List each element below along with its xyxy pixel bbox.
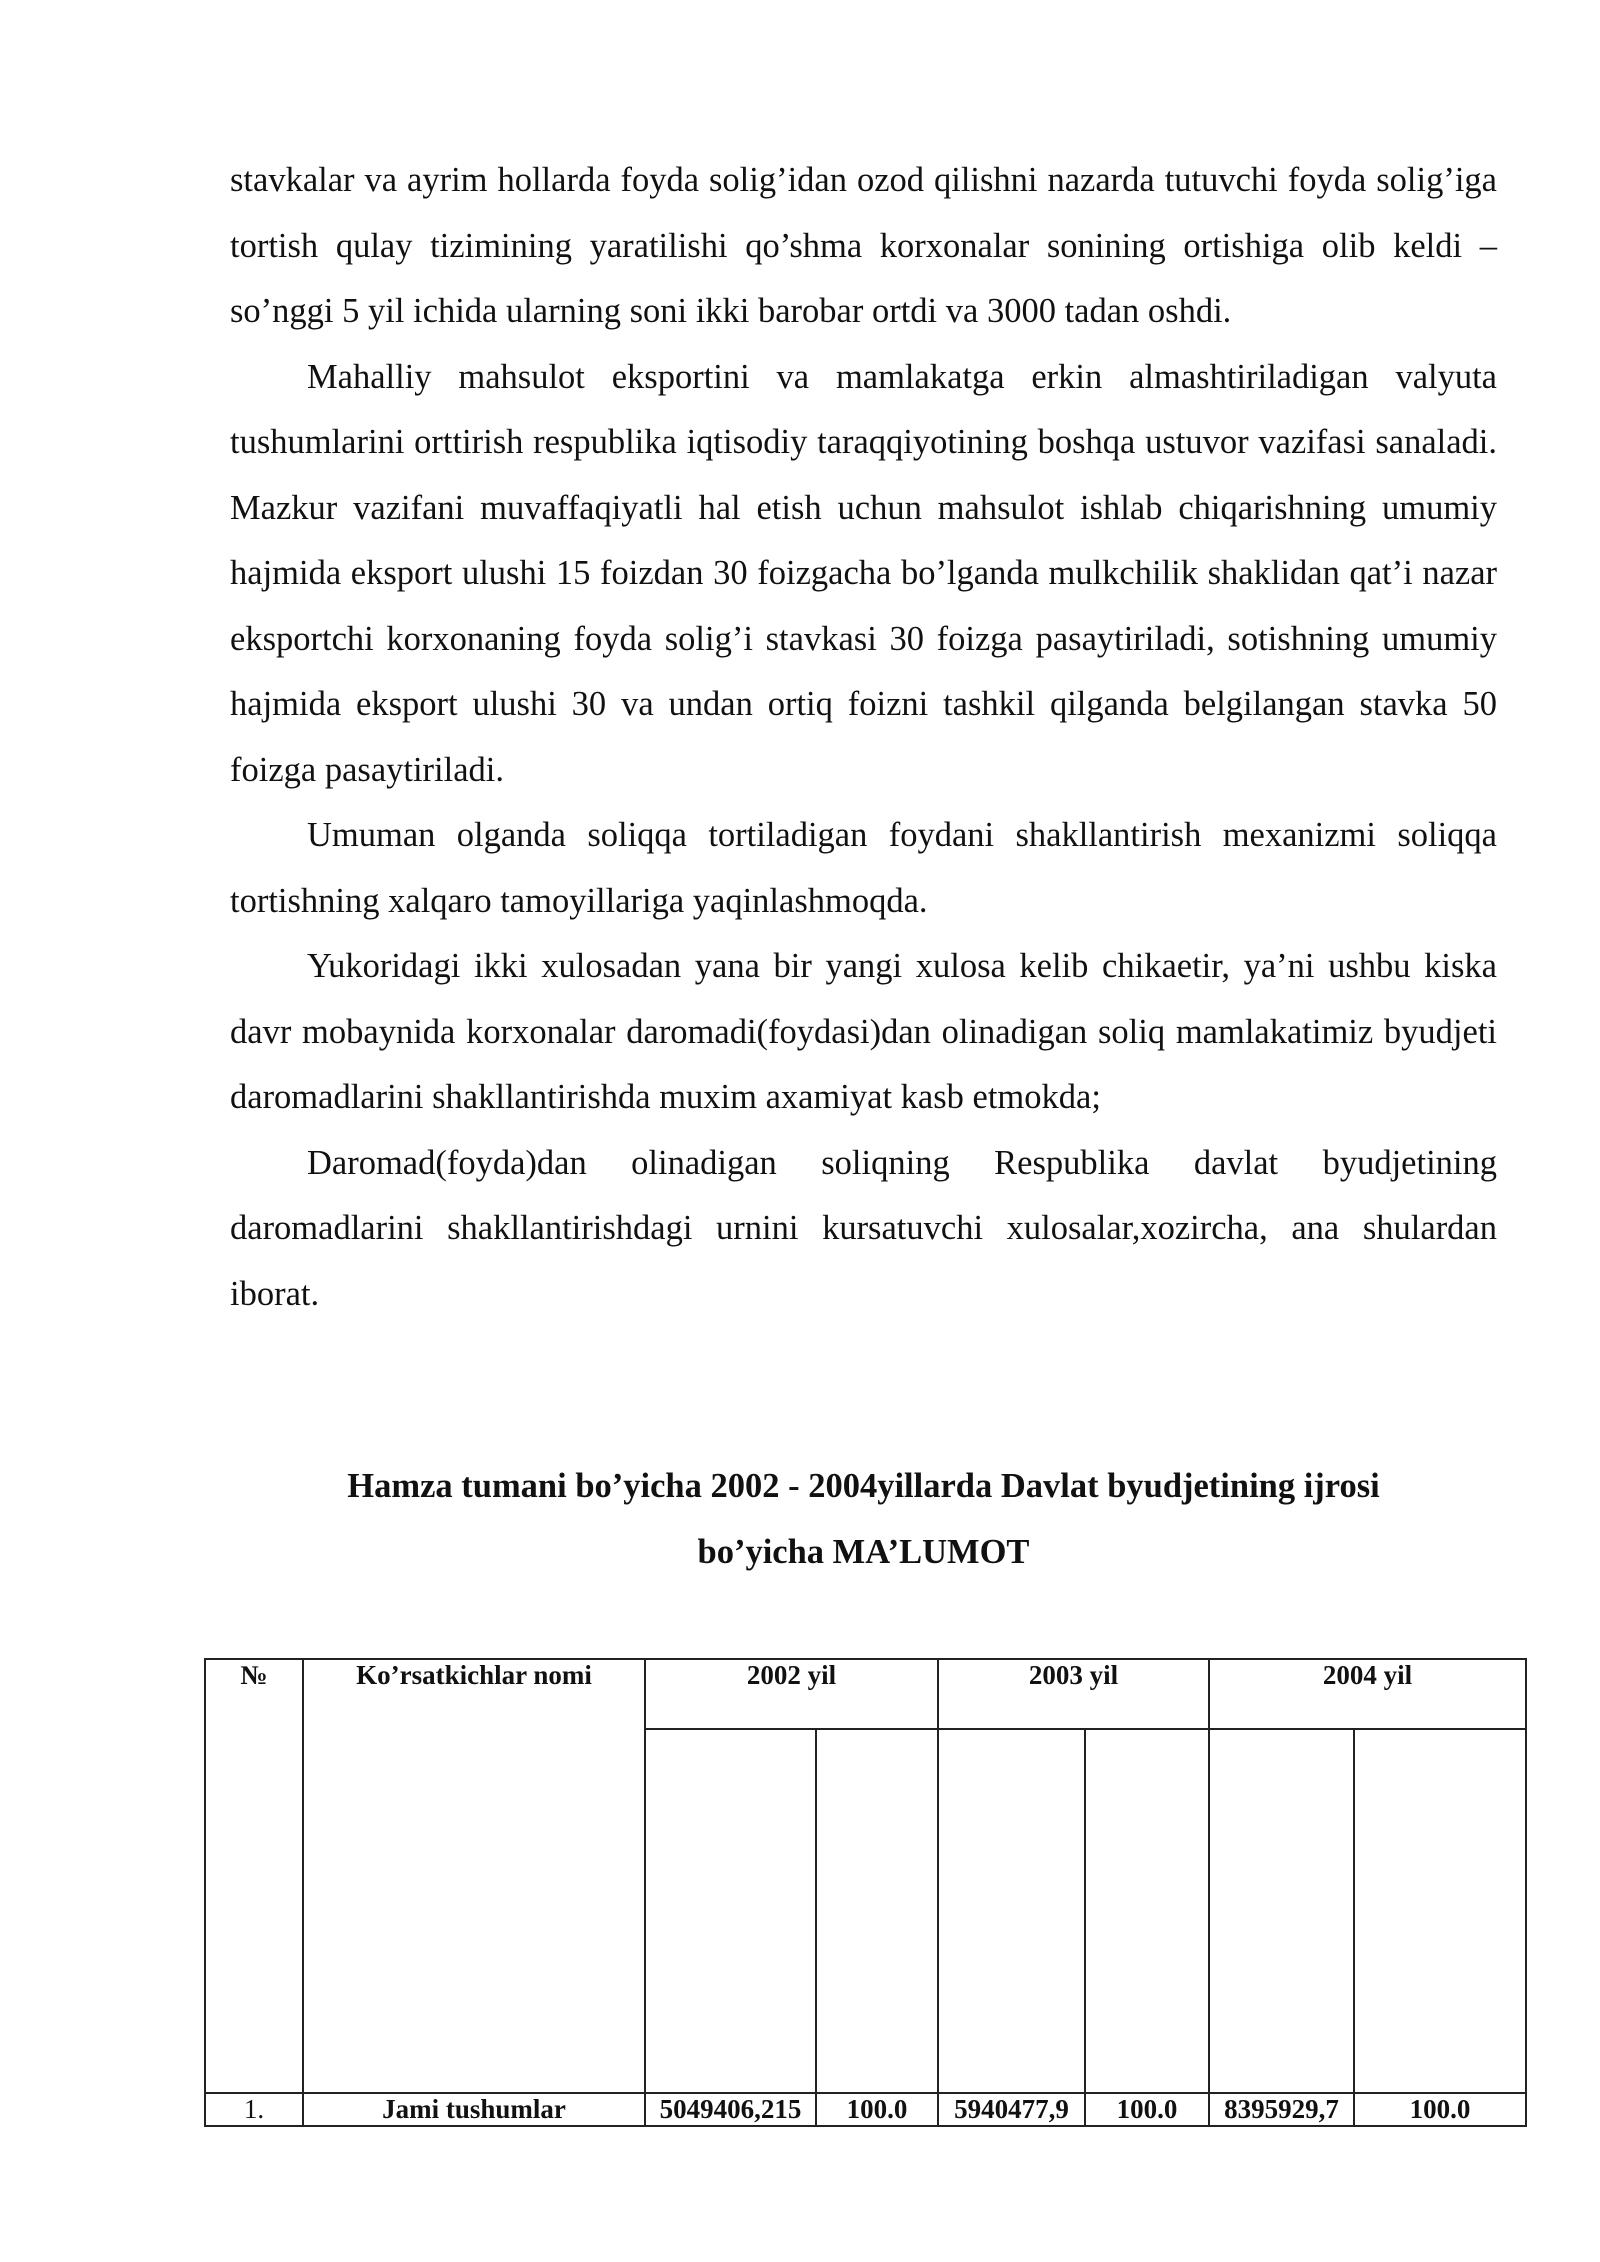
subheader-2003-value [938,1729,1085,2093]
row-value-2004: 8395929,7 [1209,2093,1354,2126]
subheader-2004-value [1209,1729,1354,2093]
subheader-2002-percent [816,1729,938,2093]
row-percent-2003: 100.0 [1085,2093,1209,2126]
row-percent-2002: 100.0 [816,2093,938,2126]
subheader-2002-value [645,1729,816,2093]
subheader-2004-percent [1354,1729,1526,2093]
table-header-row [205,1659,1526,1729]
table-title-line-1: Hamza tumani bo’yicha 2002 - 2004yillarda Davlat byudjetining ijrosi [347,1467,1380,1505]
row-value-2002: 5049406,215 [645,2093,816,2126]
header-2004: 2004 yil [1209,1659,1526,1729]
header-indicator: Ko’rsatkichlar nomi [303,1659,645,2093]
budget-table [204,1658,1527,2127]
header-number: № [205,1659,303,2093]
subheader-2003-percent [1085,1729,1209,2093]
paragraph-export: Mahalliy mahsulot eksportini va mamlakatga erkin almashtiriladigan valyuta tushumlarini orttirish respublika iqtisodiy taraqqiyotining boshqa ustuvor vazifasi sanaladi. Mazkur vazifani muvaffaqiyatli hal etish uchun mahsulot ishlab chiqarishning umumiy hajmida eksport ulushi 15 foizdan 30 foizgacha bo’lganda mulkchilik shaklidan qat’i nazar eksportchi korxonaning foyda solig’i stavkasi 30 foizga pasaytiriladi, sotishning umumiy hajmida eksport ulushi 30 va undan ortiq foizni tashkil qilganda belgilangan stavka 50 foizga pasaytiriladi. [230,357,1497,789]
paragraph-mechanism: Umuman olganda soliqqa tortiladigan foydani shakllantirish mexanizmi soliqqa tortishning xalqaro tamoyillariga yaqinlashmoqda. [230,816,1497,920]
paragraph-summary: Daromad(foyda)dan olinadigan soliqning Respublika davlat byudjetining daromadlarini shakllantirishdagi urnini kursatuvchi xulosalar,xozircha, ana shulardan iborat. [230,1143,1497,1313]
paragraph-continuation: stavkalar va ayrim hollarda foyda solig’idan ozod qilishni nazarda tutuvchi foyda solig’iga tortish qulay tizimining yaratilishi qo’shma korxonalar sonining ortishiga olib keldi – so’nggi 5 yil ichida ularning soni ikki barobar ortdi va 3000 tadan oshdi. [230,161,1497,330]
paragraph-conclusion: Yukoridagi ikki xulosadan yana bir yangi xulosa kelib chikaetir, ya’ni ushbu kiska davr mobaynida korxonalar daromadi(foydasi)dan olinadigan soliq mamlakatimiz byudjeti daromadlarini shakllantirishda muxim axamiyat kasb etmokda; [230,947,1497,1116]
header-2002: 2002 yil [645,1659,938,1729]
header-2003: 2003 yil [938,1659,1209,1729]
table-row [205,2093,1526,2126]
row-number: 1. [205,2093,303,2126]
row-indicator: Jami tushumlar [303,2093,645,2126]
row-value-2003: 5940477,9 [938,2093,1085,2126]
table-title [230,1454,1497,1585]
body-text [230,148,1497,1327]
table-title-line-2: bo’yicha MA’LUMOT [697,1532,1030,1571]
row-percent-2004: 100.0 [1354,2093,1526,2126]
